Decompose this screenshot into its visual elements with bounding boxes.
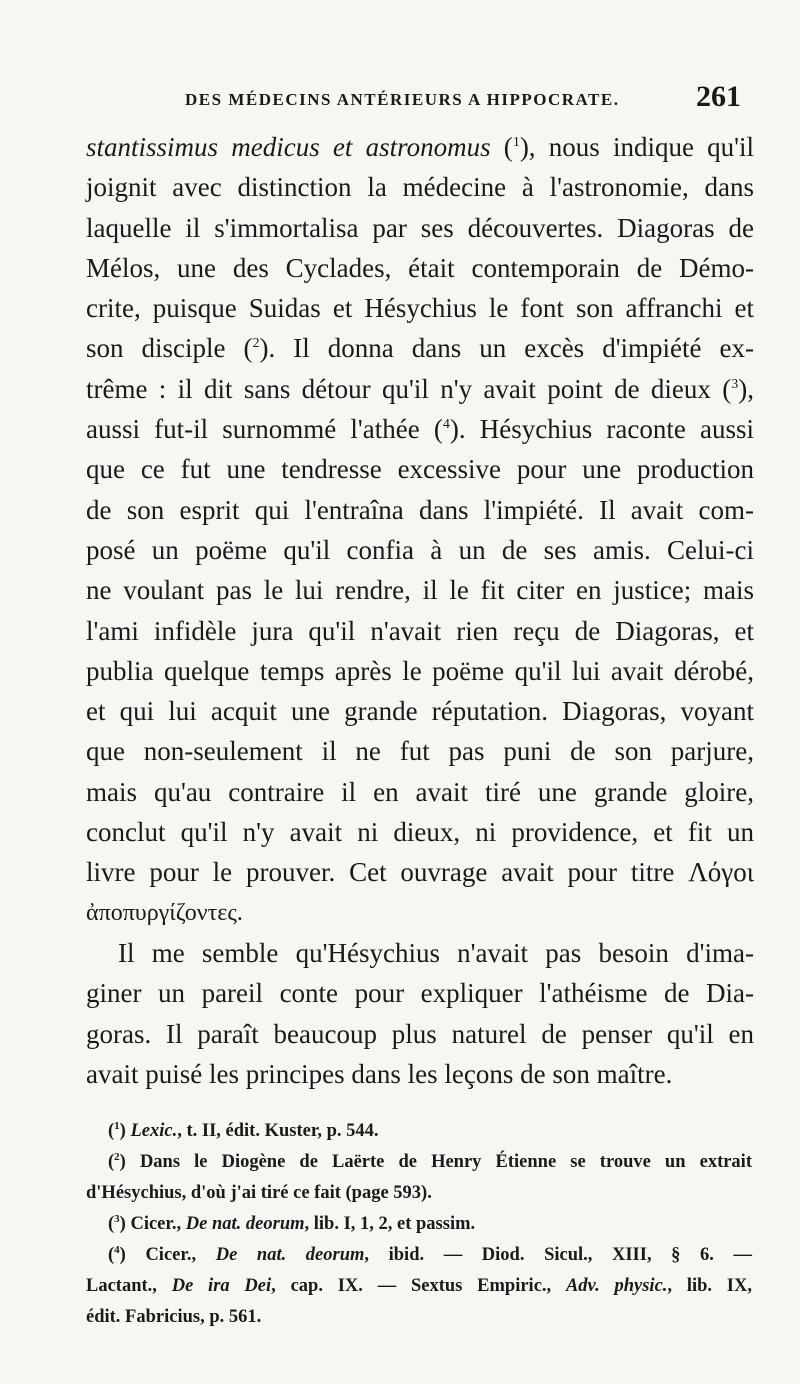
text-line: que non-seulement il ne fut pas puni de son parjure, <box>86 736 754 767</box>
footnotes <box>86 1116 752 1333</box>
footnote-ref: 4 <box>442 417 450 433</box>
text-span: ( <box>490 132 513 162</box>
greek-title-line: ἀποπυργίζοντες. <box>86 899 243 926</box>
text-span: ). Il donna dans un excès d'impiété ex- <box>259 333 755 364</box>
text-span: Cicer., <box>145 1245 216 1265</box>
text-line: conclut qu'il n'y avait ni dieux, ni providence, et fit un <box>86 817 754 848</box>
footnote-number: 2 <box>114 1151 120 1163</box>
work-title: De nat. deorum <box>185 1214 305 1234</box>
footnote-4-cont <box>86 1271 752 1302</box>
running-title: DES MÉDECINS ANTÉRIEURS A HIPPOCRATE. <box>185 90 620 109</box>
text-line: posé un poëme qu'il confia à un de ses amis. Celui-ci <box>86 534 754 565</box>
footnote-number: 3 <box>114 1213 120 1225</box>
text-line: et qui lui acquit une grande réputation. Diagoras, voyant <box>86 696 754 727</box>
text-span: , lib. I, 1, 2, et passim. <box>304 1214 476 1234</box>
text-span: , t. II, édit. Kuster, p. 544. <box>177 1121 379 1141</box>
text-line: laquelle il s'immortalisa par ses découvertes. Diagoras de <box>86 212 754 243</box>
text-line: publia quelque temps après le poëme qu'il lui avait dérobé, <box>86 655 754 686</box>
footnote-ref: 2 <box>252 336 260 352</box>
latin-quote: stantissimus medicus et astronomus <box>86 132 491 162</box>
page-number: 261 <box>696 80 741 113</box>
text-line: goras. Il paraît beaucoup plus naturel de penser qu'il en <box>86 1018 754 1049</box>
text-line: ne voulant pas le lui rendre, il le fit citer en justice; mais <box>86 575 754 606</box>
body-text <box>86 127 754 1094</box>
footnote-3: ($^3$) Cicer., De nat. deorum, lib. I, 1, 2, et passim. <box>108 1213 476 1234</box>
text-span: Lactant., <box>86 1276 172 1296</box>
paragraph-start-line: Il me semble qu'Hésychius n'avait pas besoin d'ima- <box>118 937 754 968</box>
text-line: joignit avec distinction la médecine à l'astronomie, dans <box>86 172 754 203</box>
work-title: Lexic. <box>130 1121 178 1141</box>
footnote-number: 1 <box>114 1120 120 1132</box>
work-title: De nat. deorum <box>215 1245 365 1265</box>
footnote-ref: 1 <box>512 135 520 150</box>
footnote-4-cont-2: édit. Fabricius, p. 561. <box>86 1307 262 1327</box>
text-line: l'ami infidèle jura qu'il n'avait rien reçu de Diagoras, et <box>86 615 754 646</box>
text-span: Cicer., <box>130 1214 186 1234</box>
text-span: , cap. IX. — Sextus Empiric., <box>271 1276 566 1296</box>
text-line: de son esprit qui l'entraîna dans l'impiété. Il avait com- <box>86 494 754 525</box>
text-line: crite, puisque Suidas et Hésychius le font son affranchi et <box>86 293 754 324</box>
text-span: , lib. IX, <box>667 1276 752 1296</box>
running-head <box>0 78 800 118</box>
footnote-ref: 3 <box>731 376 739 392</box>
text-line: mais qu'au contraire il en avait tiré une grande gloire, <box>86 776 754 807</box>
text-span: trême : il dit sans détour qu'il n'y avait point de dieux ( <box>86 373 732 404</box>
footnote-2: ($^2$) Dans le Diogène de Laërte de Henry Étienne se trouve un extrait <box>108 1151 752 1172</box>
text-span: aussi fut-il surnommé l'athée ( <box>86 414 443 445</box>
text-span: , ibid. — Diod. Sicul., XIII, § 6. — <box>364 1245 752 1265</box>
footnote-4: ($^4$) Cicer., De nat. deorum, ibid. — Diod. Sicul., XIII, § 6. — <box>108 1244 752 1265</box>
text-line: livre pour le prouver. Cet ouvrage avait pour titre Λόγοι <box>86 857 754 888</box>
work-title: Adv. physic. <box>565 1276 668 1296</box>
text-line: giner un pareil conte pour expliquer l'athéisme de Dia- <box>86 978 754 1009</box>
text-span: son disciple ( <box>86 333 253 364</box>
text-line: que ce fut une tendresse excessive pour une production <box>86 454 754 485</box>
text-span: Dans le Diogène de Laërte de Henry Étienne se trouve un extrait <box>139 1152 752 1172</box>
text-span: ), <box>738 373 754 404</box>
text-line <box>86 409 754 449</box>
text-line <box>86 369 754 409</box>
footnote-2-cont: d'Hésychius, d'où j'ai tiré ce fait (page 593). <box>86 1183 432 1203</box>
text-span: ), nous indique qu'il <box>519 132 755 162</box>
footnote-number: 4 <box>114 1244 120 1256</box>
text-line <box>86 328 754 368</box>
text-line: Mélos, une des Cyclades, était contemporain de Démo- <box>86 252 754 283</box>
text-line <box>86 127 754 167</box>
text-line: avait puisé les principes dans les leçons de son maître. <box>86 1058 673 1089</box>
work-title: De ira Dei <box>171 1276 272 1296</box>
text-span: ). Hésychius raconte aussi <box>449 414 754 445</box>
footnote-1: ($^1$) Lexic., t. II, édit. Kuster, p. 544. <box>108 1120 379 1141</box>
